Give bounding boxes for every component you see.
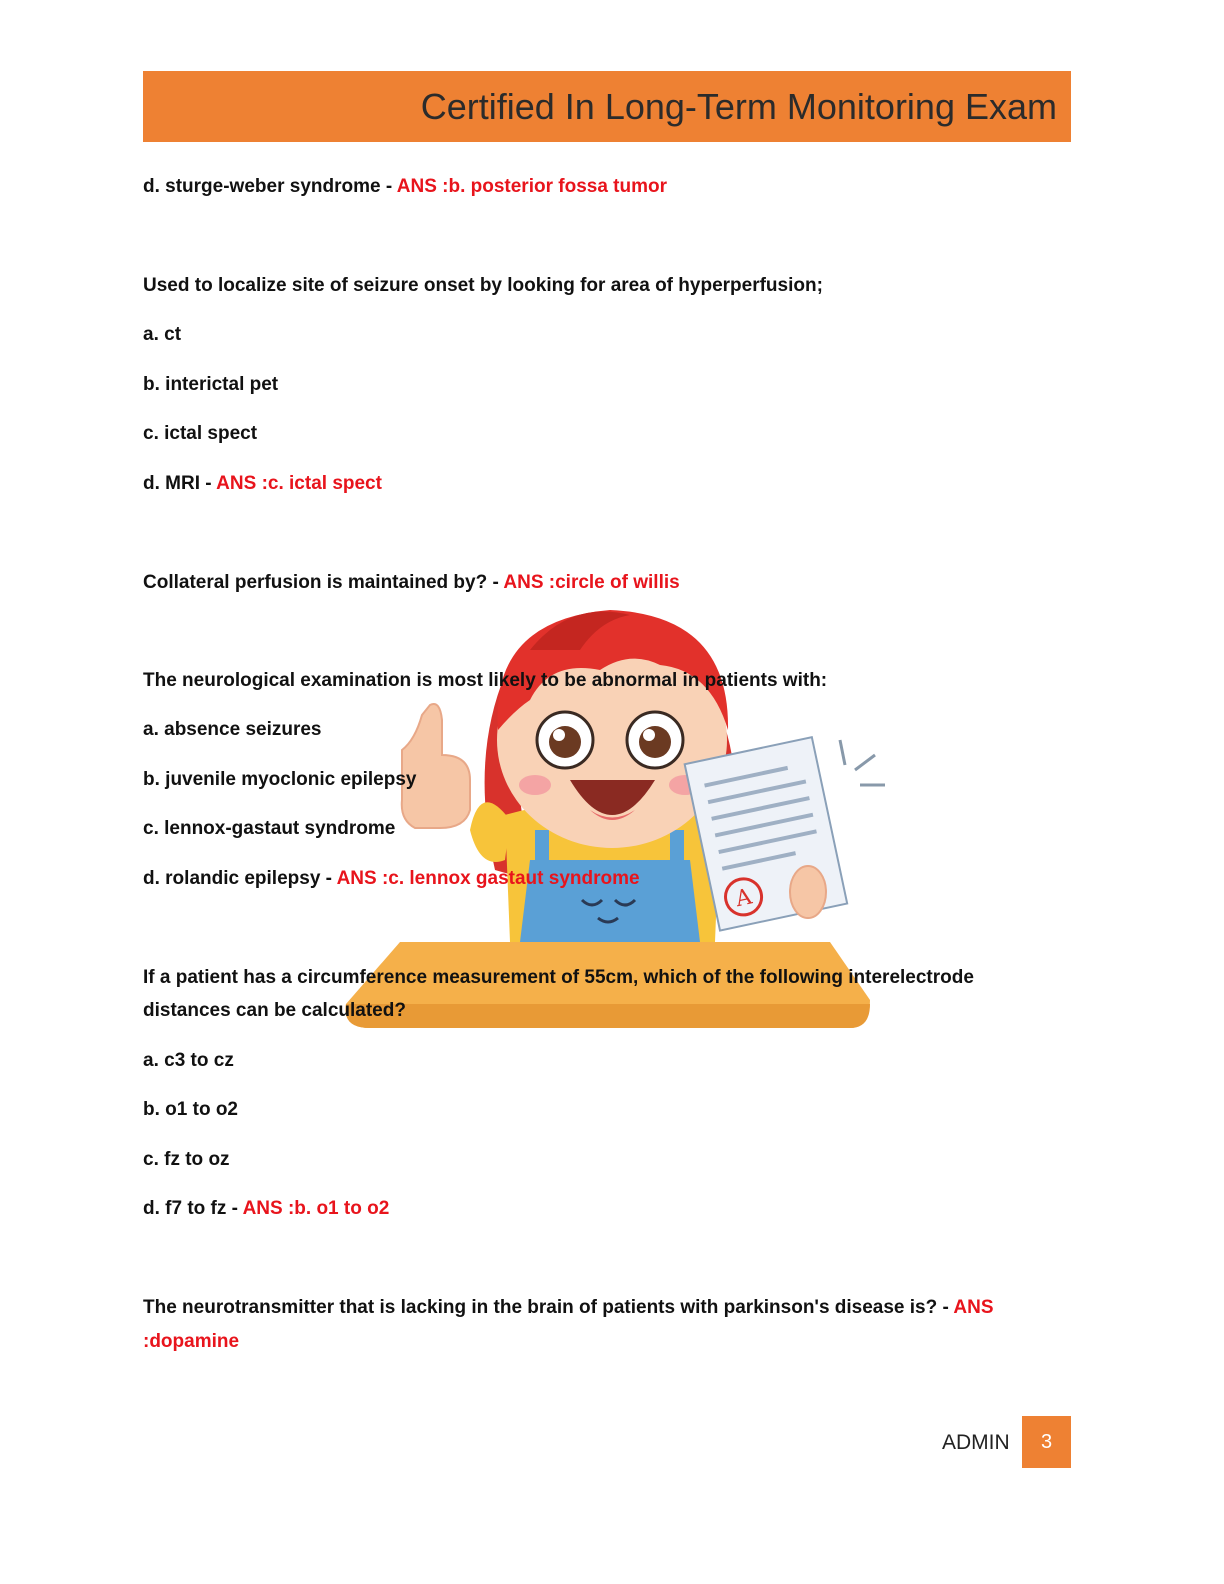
answer-line: d. sturge-weber syndrome - ANS :b. posterior fossa tumor xyxy=(143,176,667,197)
answer-line-continued xyxy=(143,1325,239,1359)
question-text-continued: distances can be calculated? xyxy=(143,1000,406,1021)
answer-text: ANS :c. lennox gastaut syndrome xyxy=(336,868,640,889)
answer-text: :dopamine xyxy=(143,1331,240,1352)
answer-text: ANS xyxy=(953,1297,994,1318)
question-text: The neurotransmitter that is lacking in the brain of patients with parkinson's disease is? - ANS xyxy=(143,1297,994,1318)
answer-text: ANS :b. o1 to o2 xyxy=(242,1198,390,1219)
option-d: d. f7 to fz - ANS :b. o1 to o2 xyxy=(143,1198,390,1219)
option-c: c. ictal spect xyxy=(143,423,258,444)
question-text: If a patient has a circumference measurement of 55cm, which of the following interelectrode xyxy=(143,967,974,988)
option-a: a. absence seizures xyxy=(143,719,322,740)
page-number: 3 xyxy=(1022,1416,1071,1468)
answer-text: ANS :circle of willis xyxy=(503,572,680,593)
option-d: d. MRI - ANS :c. ictal spect xyxy=(143,473,382,494)
option-b: b. interictal pet xyxy=(143,374,279,395)
answer-text: ANS :b. posterior fossa tumor xyxy=(396,176,667,197)
option-c: c. fz to oz xyxy=(143,1149,230,1170)
answer-text: ANS :c. ictal spect xyxy=(216,473,382,494)
footer-author: ADMIN xyxy=(942,1431,1010,1454)
document-title: Certified In Long-Term Monitoring Exam xyxy=(420,86,1057,127)
option-a: a. c3 to cz xyxy=(143,1050,234,1071)
option-a: a. ct xyxy=(143,324,182,345)
option-b: b. juvenile myoclonic epilepsy xyxy=(143,769,417,790)
option-c: c. lennox-gastaut syndrome xyxy=(143,818,396,839)
grade-mark: A xyxy=(733,884,755,913)
question-text: Collateral perfusion is maintained by? - ANS :circle of willis xyxy=(143,572,680,593)
question-text: The neurological examination is most likely to be abnormal in patients with: xyxy=(143,670,828,691)
question-text: Used to localize site of seizure onset by looking for area of hyperperfusion; xyxy=(143,275,823,296)
option-d: d. rolandic epilepsy - ANS :c. lennox gastaut syndrome xyxy=(143,868,640,889)
option-b: b. o1 to o2 xyxy=(143,1099,238,1120)
header-bar xyxy=(143,71,1071,142)
